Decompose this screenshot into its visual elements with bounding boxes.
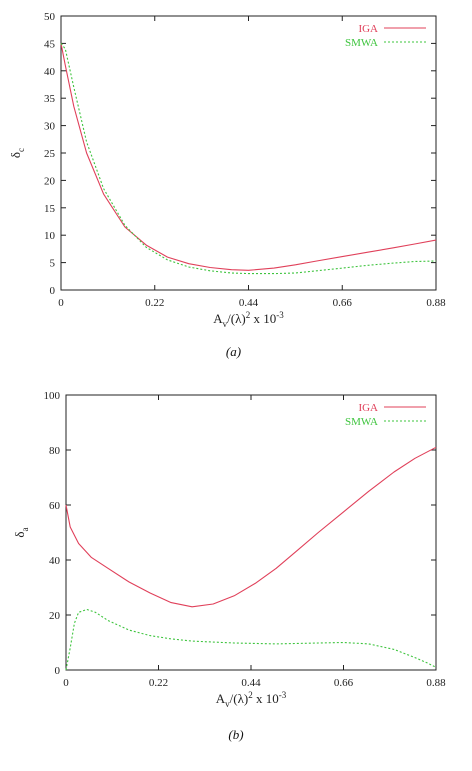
y-tick-label: 40 [44, 65, 55, 78]
y-tick-label: 0 [54, 665, 60, 677]
y-tick-label: 20 [49, 610, 60, 622]
y-tick-label: 45 [44, 38, 55, 51]
x-axis-title: $A_v/(\lambda)^2$ x $10^{-3}$ [215, 690, 287, 709]
figure-caption: (a) [225, 344, 242, 359]
series-line-iga [66, 447, 436, 607]
y-axis-title: $\delta_c$ [8, 147, 26, 159]
y-tick-label: 10 [44, 230, 55, 243]
plot-frame [66, 395, 436, 670]
x-tick-label: 0.66 [333, 677, 354, 689]
y-axis-title: $\delta_a$ [12, 527, 30, 538]
y-tick-label: 15 [44, 202, 55, 215]
y-tick-label: 35 [44, 93, 55, 106]
y-tick-label: 25 [44, 148, 55, 160]
x-tick-label: 0.22 [148, 677, 169, 689]
legend-label-iga: IGA [358, 23, 378, 35]
x-tick-label: 0 [58, 297, 64, 309]
y-tick-label: 50 [44, 11, 55, 23]
y-tick-label: 60 [49, 500, 60, 512]
x-tick-label: 0.88 [426, 297, 446, 309]
y-tick-label: 100 [43, 390, 60, 402]
x-tick-label: 0.22 [145, 297, 165, 309]
x-tick-label: 0.88 [426, 677, 446, 689]
series-line-smwa [61, 43, 436, 273]
series-line-iga [61, 43, 436, 270]
x-tick-label: 0 [63, 677, 69, 689]
x-axis-title: $A_v/(\lambda)^2$ x $10^{-3}$ [213, 310, 284, 329]
y-tick-label: 80 [49, 445, 60, 457]
y-tick-label: 0 [49, 285, 55, 297]
y-tick-label: 20 [44, 175, 55, 188]
y-tick-label: 30 [44, 120, 55, 133]
y-tick-label: 5 [49, 257, 55, 270]
chart-panel-b [12, 390, 446, 742]
legend-label-smwa: SMWA [344, 416, 378, 428]
series-line-smwa [66, 610, 436, 671]
y-tick-label: 40 [49, 555, 60, 567]
figure-caption: (b) [228, 727, 244, 742]
x-tick-label: 0.44 [238, 297, 259, 309]
x-tick-label: 0.66 [332, 297, 352, 309]
chart-panel-a [8, 11, 446, 359]
plot-frame [61, 16, 436, 290]
legend-label-iga: IGA [358, 402, 378, 414]
x-tick-label: 0.44 [241, 677, 261, 689]
legend-label-smwa: SMWA [344, 37, 378, 49]
